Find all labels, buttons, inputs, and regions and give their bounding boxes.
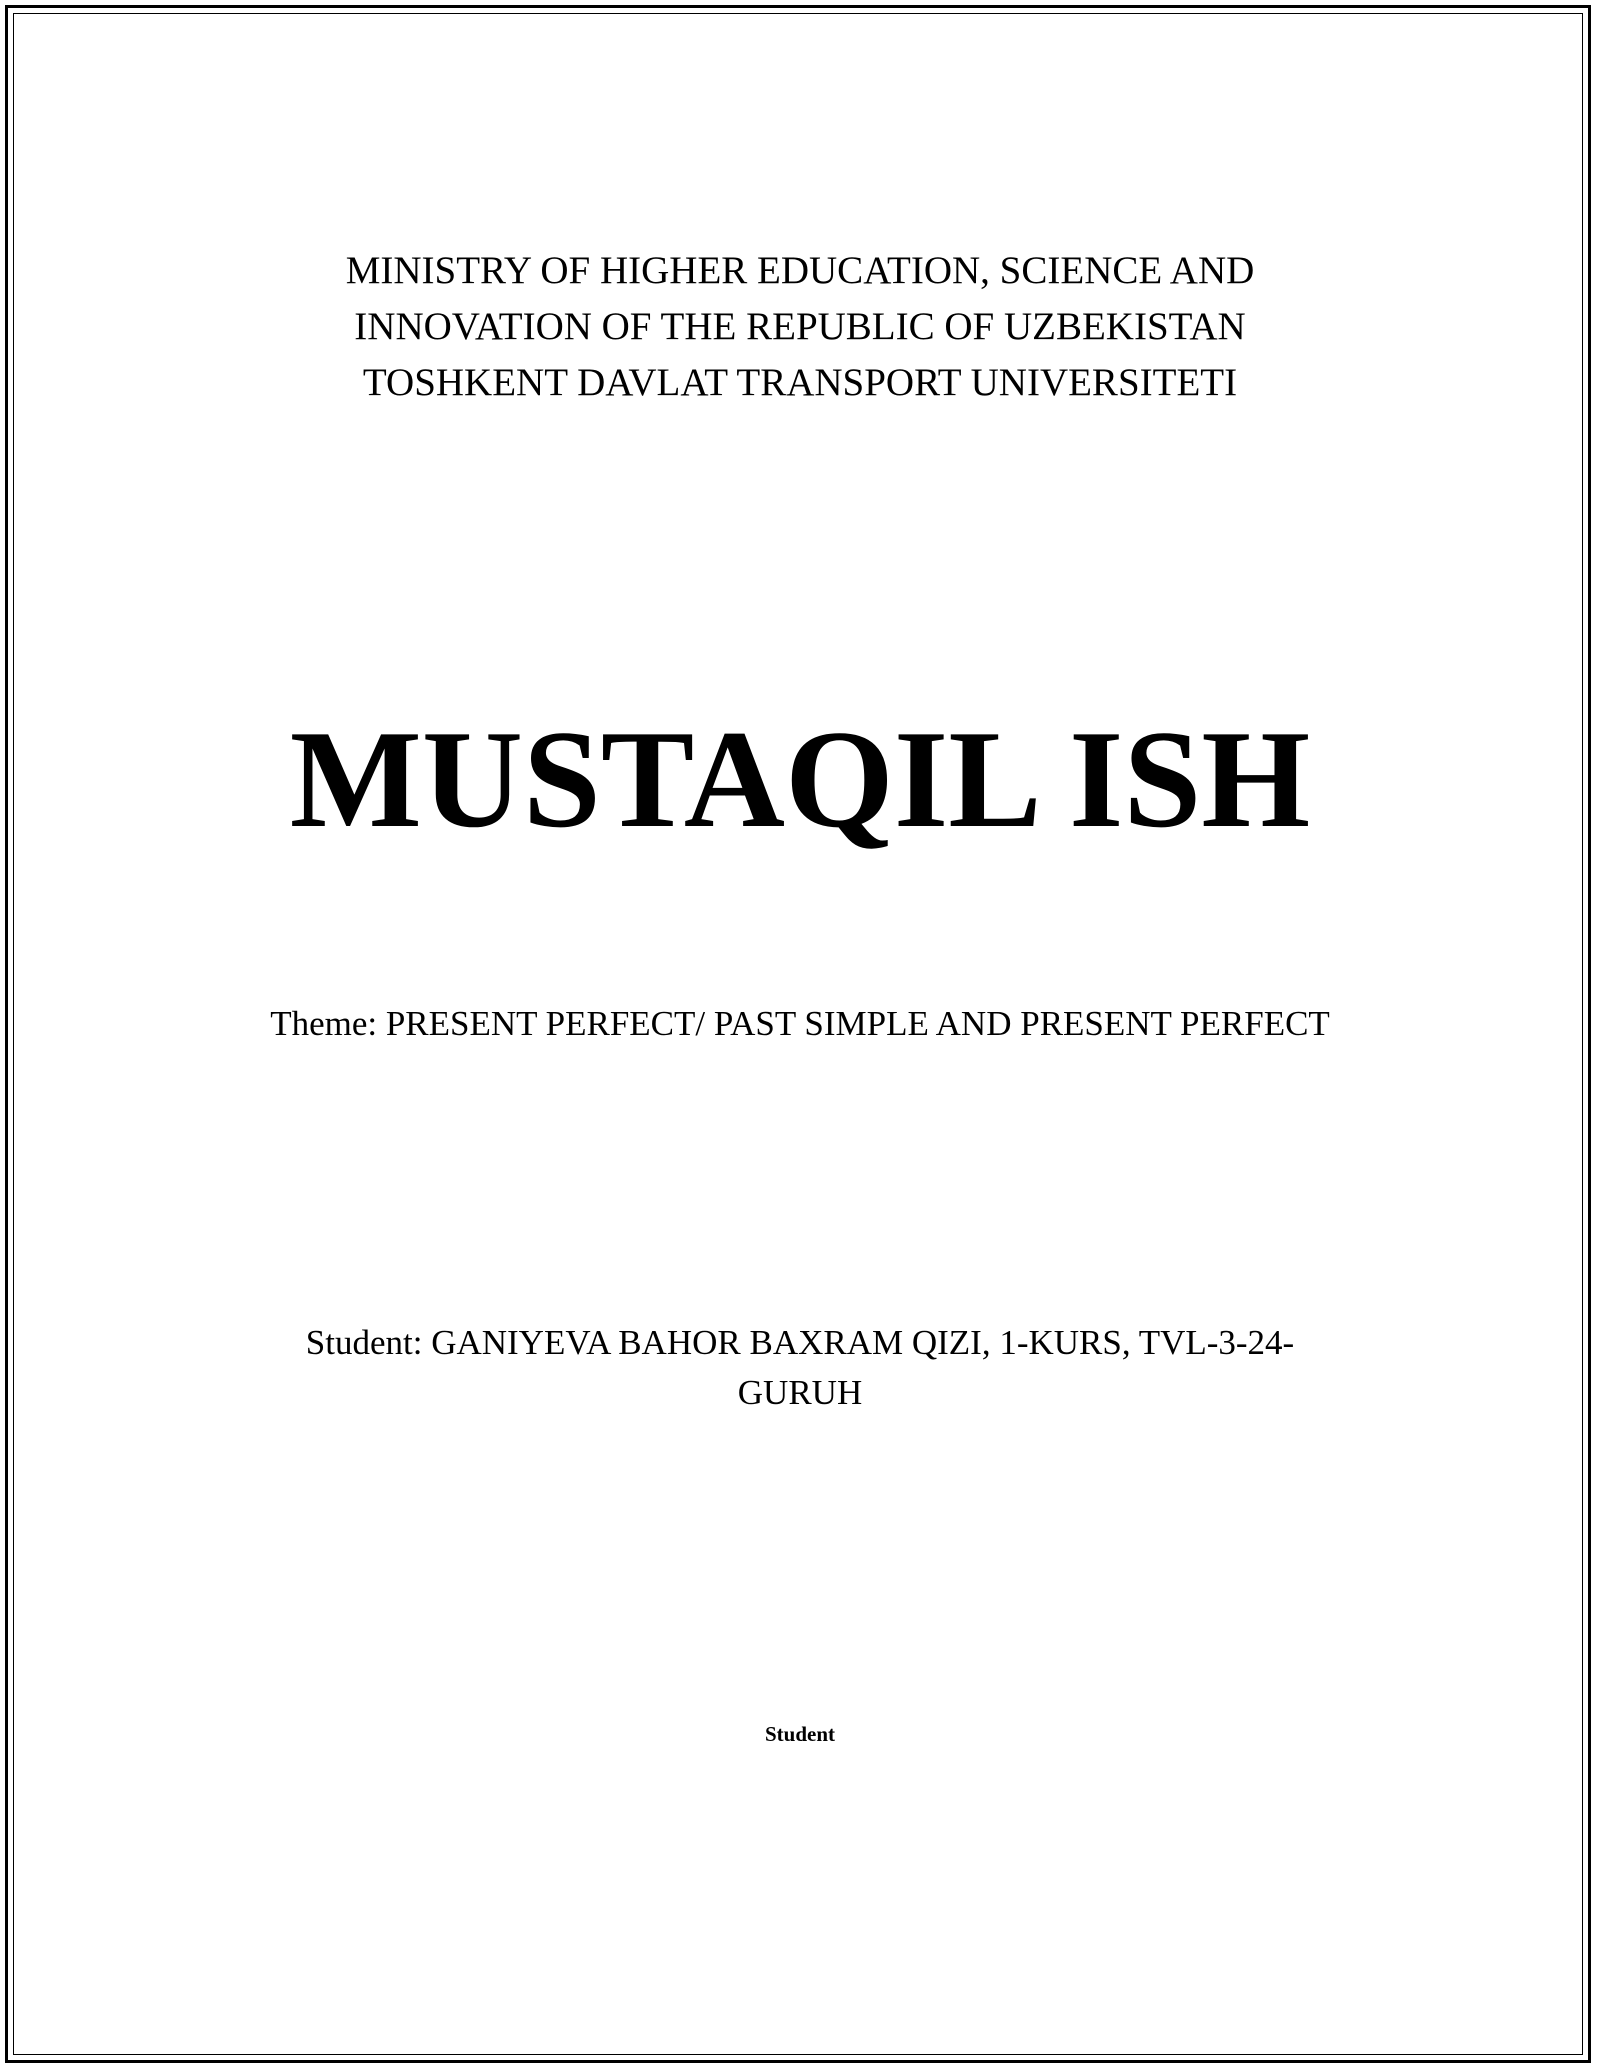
ministry-line-1: MINISTRY OF HIGHER EDUCATION, SCIENCE AND <box>345 249 1255 292</box>
theme-line: Theme: PRESENT PERFECT/ PAST SIMPLE AND PRESENT PERFECT <box>270 1004 1330 1043</box>
student-label: Student <box>764 1722 836 1746</box>
university-name: TOSHKENT DAVLAT TRANSPORT UNIVERSITETI <box>362 361 1238 404</box>
document-title: MUSTAQIL ISH <box>289 702 1311 857</box>
institution-header <box>0 243 1600 411</box>
student-info: Student: GANIYEVA BAHOR BAXRAM QIZI, 1-KURS, TVL-3-24-GURUH <box>305 1323 1295 1412</box>
ministry-line-2: INNOVATION OF THE REPUBLIC OF UZBEKISTAN <box>354 305 1246 348</box>
